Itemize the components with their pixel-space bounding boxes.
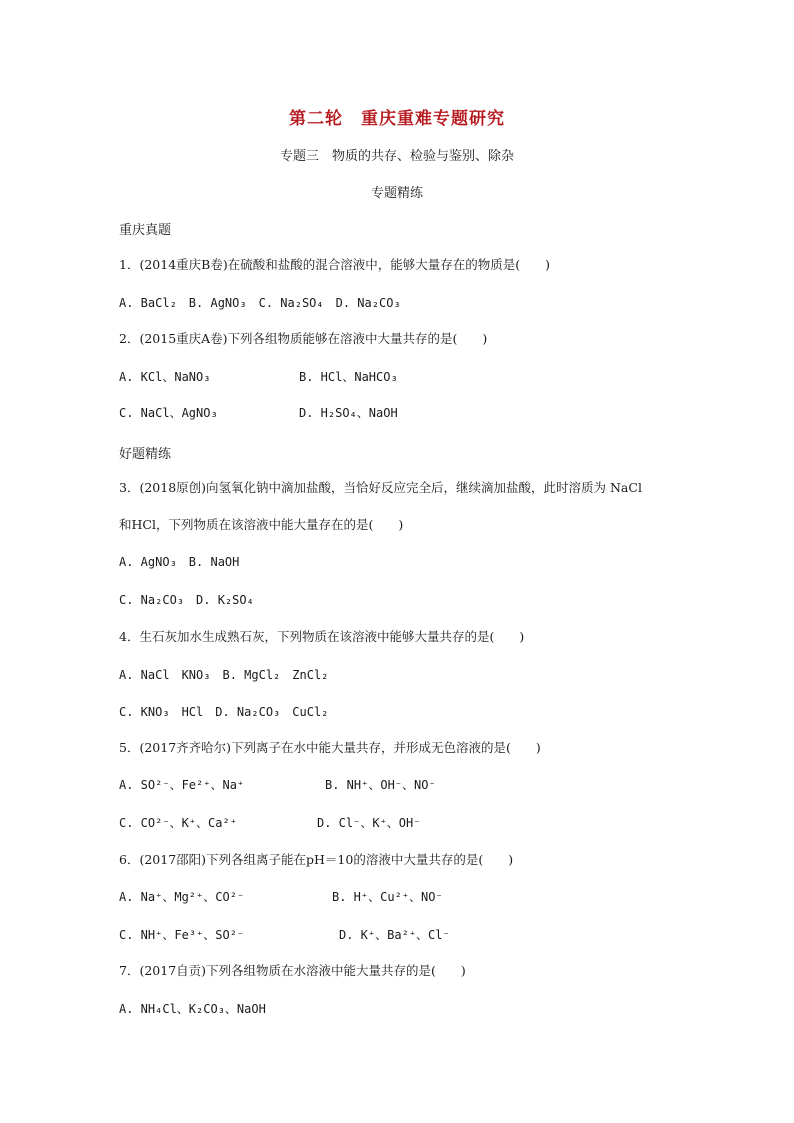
topic-title: 专题三 物质的共存、检验与鉴别、除杂 <box>279 149 514 164</box>
question-6-option-b: B. H⁺、Cu²⁺、NO⁻ <box>332 890 443 904</box>
page-title: 第二轮 重庆重难专题研究 <box>289 109 505 129</box>
question-3-stem-line1: 3．(2018原创)向氢氧化钠中滴加盐酸，当恰好反应完全后，继续滴加盐酸，此时溶质为 NaCl <box>119 480 642 495</box>
question-6-option-c: C. NH⁺、Fe³⁺、SO²⁻ <box>119 928 245 942</box>
question-2-option-a: A. KCl、NaNO₃ <box>119 370 211 384</box>
question-5-option-c: C. CO²⁻、K⁺、Ca²⁺ <box>119 816 237 830</box>
question-5-option-b: B. NH⁺、OH⁻、NO⁻ <box>325 778 436 792</box>
question-6-option-a: A. Na⁺、Mg²⁺、CO²⁻ <box>119 890 245 904</box>
question-7-option-a: A. NH₄Cl、K₂CO₃、NaOH <box>119 1002 266 1016</box>
question-4-stem: 4．生石灰加水生成熟石灰，下列物质在该溶液中能够大量共存的是( ) <box>119 629 525 644</box>
question-3-options-ab: A. AgNO₃ B. NaOH <box>119 555 240 569</box>
question-6-option-d: D. K⁺、Ba²⁺、Cl⁻ <box>339 928 450 942</box>
question-5-stem: 5．(2017齐齐哈尔)下列离子在水中能大量共存，并形成无色溶液的是( ) <box>119 740 541 755</box>
question-4-options-ab: A. NaCl KNO₃ B. MgCl₂ ZnCl₂ <box>119 668 329 682</box>
question-2-stem: 2．(2015重庆A卷)下列各组物质能够在溶液中大量共存的是( ) <box>119 331 488 346</box>
question-2-option-b: B. HCl、NaHCO₃ <box>299 370 398 384</box>
question-7-stem: 7．(2017自贡)下列各组物质在水溶液中能大量共存的是( ) <box>119 963 466 978</box>
question-2-option-d: D. H₂SO₄、NaOH <box>299 406 398 420</box>
question-5-option-a: A. SO²⁻、Fe²⁺、Na⁺ <box>119 778 245 792</box>
question-1-stem: 1．(2014重庆B卷)在硫酸和盐酸的混合溶液中，能够大量存在的物质是( ) <box>119 257 550 272</box>
section-title-practice: 好题精练 <box>119 447 172 462</box>
question-6-stem: 6．(2017邵阳)下列各组离子能在pH＝10的溶液中大量共存的是( ) <box>119 852 514 867</box>
section-title-real: 重庆真题 <box>119 223 172 238</box>
question-3-options-cd: C. Na₂CO₃ D. K₂SO₄ <box>119 593 254 607</box>
question-3-stem-line2: 和HCl，下列物质在该溶液中能大量存在的是( ) <box>119 517 404 532</box>
subtitle: 专题精练 <box>370 186 423 201</box>
question-1-options: A. BaCl₂ B. AgNO₃ C. Na₂SO₄ D. Na₂CO₃ <box>119 296 401 310</box>
question-2-option-c: C. NaCl、AgNO₃ <box>119 406 218 420</box>
question-5-option-d: D. Cl⁻、K⁺、OH⁻ <box>317 816 421 830</box>
question-4-options-cd: C. KNO₃ HCl D. Na₂CO₃ CuCl₂ <box>119 705 329 719</box>
